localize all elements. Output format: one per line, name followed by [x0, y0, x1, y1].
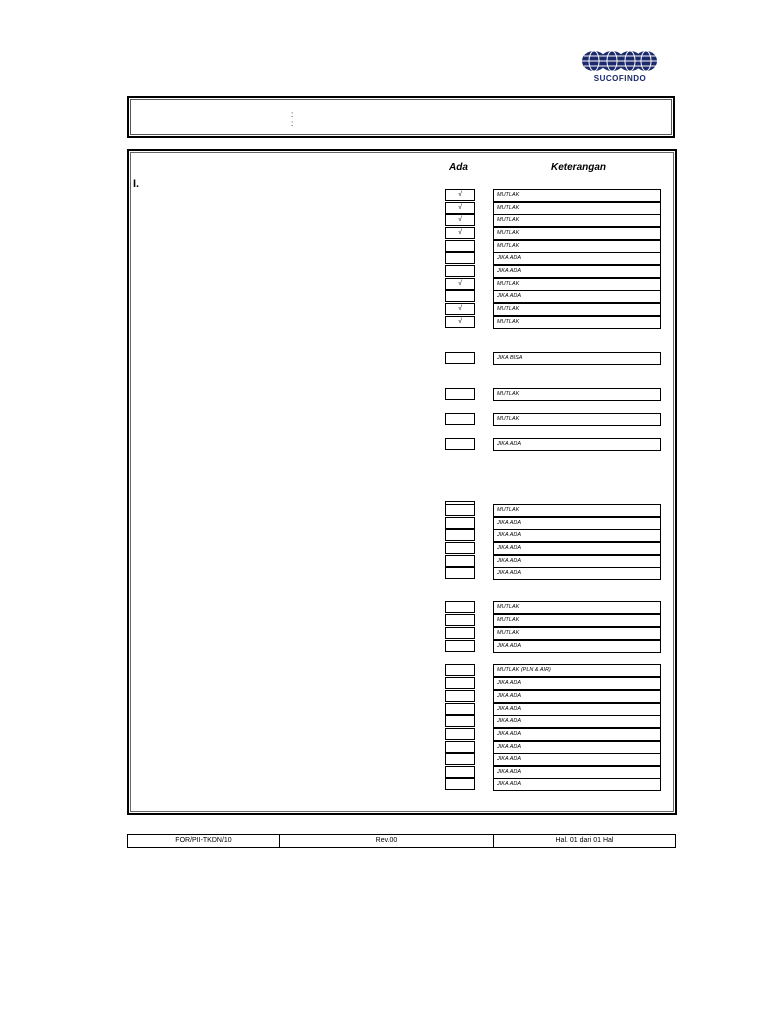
ada-checkbox[interactable]: [445, 542, 475, 554]
ada-checkbox[interactable]: [445, 240, 475, 252]
keterangan-cell: MUTLAK: [493, 627, 661, 640]
ada-checkbox[interactable]: [445, 265, 475, 277]
keterangan-cell: MUTLAK: [493, 413, 661, 426]
keterangan-cell: JIKA ADA: [493, 640, 661, 653]
keterangan-cell: JIKA ADA: [493, 677, 661, 690]
ada-checkbox[interactable]: √: [445, 303, 475, 315]
keterangan-cell: JIKA ADA: [493, 555, 661, 568]
ada-checkbox[interactable]: [445, 627, 475, 639]
keterangan-cell: MUTLAK: [493, 504, 661, 517]
ada-checkbox[interactable]: [445, 517, 475, 529]
ada-checkbox[interactable]: [445, 677, 475, 689]
footer-table: [127, 834, 676, 848]
ada-checkbox[interactable]: [445, 614, 475, 626]
ada-checkbox[interactable]: √: [445, 214, 475, 226]
revision: Rev.00: [280, 835, 494, 847]
ada-checkbox[interactable]: [445, 290, 475, 302]
checklist-box: [127, 149, 677, 815]
ada-checkbox[interactable]: [445, 252, 475, 264]
keterangan-cell: MUTLAK (PLN & AIR): [493, 664, 661, 677]
keterangan-cell: JIKA ADA: [493, 703, 661, 716]
keterangan-cell: JIKA ADA: [493, 715, 661, 728]
keterangan-cell: JIKA ADA: [493, 438, 661, 451]
ada-checkbox[interactable]: [445, 703, 475, 715]
keterangan-cell: JIKA ADA: [493, 252, 661, 265]
keterangan-cell: JIKA BISA: [493, 352, 661, 365]
ada-checkbox[interactable]: [445, 601, 475, 613]
globe-logo-icon: [580, 50, 660, 76]
ada-checkbox[interactable]: [445, 741, 475, 753]
ada-checkbox[interactable]: √: [445, 189, 475, 201]
ada-checkbox[interactable]: √: [445, 227, 475, 239]
ada-checkbox[interactable]: [445, 640, 475, 652]
ada-checkbox[interactable]: [445, 413, 475, 425]
ada-checkbox[interactable]: [445, 555, 475, 567]
section-number: I.: [133, 178, 140, 190]
ada-checkbox[interactable]: [445, 715, 475, 727]
ada-checkbox[interactable]: √: [445, 202, 475, 214]
keterangan-cell: JIKA ADA: [493, 567, 661, 580]
keterangan-cell: MUTLAK: [493, 388, 661, 401]
keterangan-cell: JIKA ADA: [493, 766, 661, 779]
keterangan-cell: MUTLAK: [493, 614, 661, 627]
form-code: FOR/PII-TKDN/10: [128, 835, 280, 847]
header-box: [127, 96, 675, 138]
ada-checkbox[interactable]: [445, 352, 475, 364]
colon-1: :: [291, 110, 294, 119]
ada-checkbox[interactable]: [445, 438, 475, 450]
keterangan-cell: MUTLAK: [493, 316, 661, 329]
keterangan-cell: JIKA ADA: [493, 741, 661, 754]
keterangan-cell: JIKA ADA: [493, 265, 661, 278]
ada-checkbox[interactable]: [445, 753, 475, 765]
sucofindo-logo: [580, 50, 660, 86]
ada-checkbox[interactable]: [445, 388, 475, 400]
ada-checkbox[interactable]: [445, 567, 475, 579]
ada-checkbox[interactable]: [445, 504, 475, 516]
keterangan-cell: JIKA ADA: [493, 778, 661, 791]
ada-checkbox[interactable]: [445, 664, 475, 676]
ada-checkbox[interactable]: √: [445, 278, 475, 290]
keterangan-cell: MUTLAK: [493, 303, 661, 316]
keterangan-cell: JIKA ADA: [493, 753, 661, 766]
keterangan-cell: JIKA ADA: [493, 542, 661, 555]
keterangan-cell: MUTLAK: [493, 214, 661, 227]
keterangan-cell: JIKA ADA: [493, 728, 661, 741]
keterangan-cell: JIKA ADA: [493, 290, 661, 303]
ada-checkbox[interactable]: [445, 690, 475, 702]
keterangan-cell: MUTLAK: [493, 601, 661, 614]
keterangan-cell: JIKA ADA: [493, 690, 661, 703]
ada-column-header: Ada: [449, 162, 468, 173]
keterangan-cell: MUTLAK: [493, 278, 661, 291]
logo-text: SUCOFINDO: [593, 74, 647, 83]
page-number: Hal. 01 dari 01 Hal: [555, 837, 614, 844]
keterangan-cell: MUTLAK: [493, 227, 661, 240]
ada-checkbox[interactable]: [445, 778, 475, 790]
colon-2: :: [291, 119, 294, 128]
keterangan-cell: MUTLAK: [493, 202, 661, 215]
keterangan-cell: JIKA ADA: [493, 529, 661, 542]
keterangan-cell: MUTLAK: [493, 240, 661, 253]
ada-checkbox[interactable]: [445, 529, 475, 541]
ada-checkbox[interactable]: [445, 728, 475, 740]
ada-checkbox[interactable]: √: [445, 316, 475, 328]
keterangan-cell: JIKA ADA: [493, 517, 661, 530]
keterangan-column-header: Keterangan: [551, 162, 607, 173]
ada-checkbox[interactable]: [445, 766, 475, 778]
keterangan-cell: MUTLAK: [493, 189, 661, 202]
